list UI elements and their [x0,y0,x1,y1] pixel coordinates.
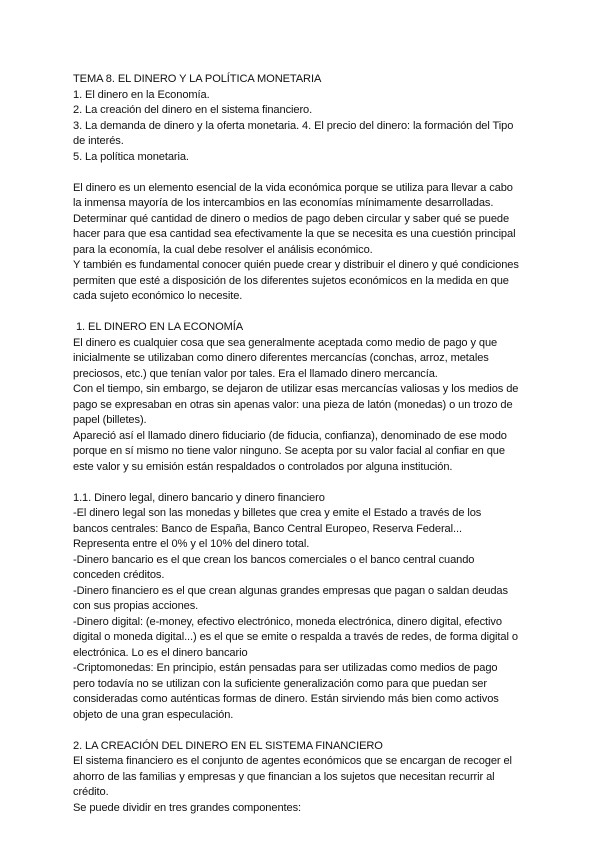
text-line: porque en sí mismo no tiene valor ninguno. Se acepta por su valor facial al confiar en que [73,445,505,457]
subsection-heading: 1.1. Dinero legal, dinero bancario y dinero financiero [73,491,325,504]
text-line: inicialmente se utilizaban como dinero diferentes mercancías (conchas, arroz, metales [73,352,489,364]
text-line: -Dinero bancario es el que crean los bancos comerciales o el banco central cuando [73,553,475,566]
toc-item: de interés. [73,135,124,147]
table-of-contents [73,72,570,165]
text-line: objeto de una gran especulación. [73,708,234,721]
text-line: permiten que esté a disposición de los diferentes sujetos económicos en la medida en que [73,274,509,287]
section-1 [73,320,570,475]
text-line: electrónica. Lo es el dinero bancario [73,646,248,659]
text-line: consideradas como auténticas formas de dinero. Están sirviendo más bien como activos [73,693,499,705]
section-2 [73,739,570,817]
text-line: para la economía, la cual debe resolver el análisis económico. [73,243,373,256]
text-line: Representa entre el 0% y el 10% del dinero total. [73,538,310,550]
text-line: este valor y su emisión están respaldados o controlados por alguna institución. [73,460,453,473]
text-line: digital o moneda digital...) es el que se emite o respalda a través de redes, de forma digital o [73,631,518,643]
text-line: bancos centrales: Banco de España, Banco Central Europeo, Reserva Federal... [73,522,462,535]
text-line: la inmensa mayoría de los intercambios en las economías mínimamente desarrolladas. [73,197,494,209]
text-line: ahorro de las familias y empresas y que financian a los sujetos que necesitan recurrir al [73,770,495,783]
text-line: Con el tiempo, sin embargo, se dejaron de utilizar esas mercancías valiosas y los medios de [73,383,519,395]
section-heading: 1. EL DINERO EN LA ECONOMÍA [73,321,244,333]
toc-item: 1. El dinero en la Economía. [73,88,210,101]
text-line: El dinero es un elemento esencial de la vida económica porque se utiliza para llevar a cabo [73,181,513,194]
text-line: con sus propias acciones. [73,600,199,612]
intro-paragraph [73,181,570,305]
toc-item: 2. La creación del dinero en el sistema financiero. [73,104,313,116]
text-line: pago se expresaban en otras sin apenas valor: una pieza de latón (monedas) o un trozo de [73,398,513,411]
text-line: hacer para que esa cantidad sea efectivamente la que se necesita es una cuestión principal [73,228,516,240]
text-line: -Dinero digital: (e-money, efectivo electrónico, moneda electrónica, dinero digital, efectivo [73,615,502,628]
text-line: Apareció así el llamado dinero fiduciario (de fiducia, confianza), denominado de ese modo [73,429,507,442]
text-line: Se puede dividir en tres grandes componentes: [73,801,301,814]
text-line: -Criptomonedas: En principio, están pensadas para ser utilizadas como medios de pago [73,662,498,674]
text-line: -El dinero legal son las monedas y billetes que crea y emite el Estado a través de los [73,507,482,519]
document-title: TEMA 8. EL DINERO Y LA POLÍTICA MONETARIA [73,73,322,85]
text-line: papel (billetes). [73,414,147,426]
text-line: crédito. [73,786,109,798]
section-1-1 [73,491,570,724]
toc-item: 3. La demanda de dinero y la oferta monetaria. 4. El precio del dinero: la formación del Tipo [73,119,514,132]
text-line: Y también es fundamental conocer quién puede crear y distribuir el dinero y qué condiciones [73,259,519,271]
text-line: pero todavía no se utilizan con la suficiente generalización como para que puedan ser [73,677,487,690]
text-line: conceden créditos. [73,569,165,581]
text-line: preciosos, etc.) que tenían valor por tales. Era el llamado dinero mercancía. [73,367,438,380]
toc-item: 5. La política monetaria. [73,150,189,163]
text-line: Determinar qué cantidad de dinero o medios de pago deben circular y saber qué se puede [73,212,510,225]
text-line: El dinero es cualquier cosa que sea generalmente aceptada como medio de pago y que [73,336,498,349]
text-line: El sistema financiero es el conjunto de agentes económicos que se encargan de recoger el [73,755,512,767]
text-line: cada sujeto económico lo necesite. [73,290,243,302]
section-heading: 2. LA CREACIÓN DEL DINERO EN EL SISTEMA FINANCIERO [73,739,383,752]
text-line: -Dinero financiero es el que crean algunas grandes empresas que pagan o saldan deudas [73,584,508,597]
